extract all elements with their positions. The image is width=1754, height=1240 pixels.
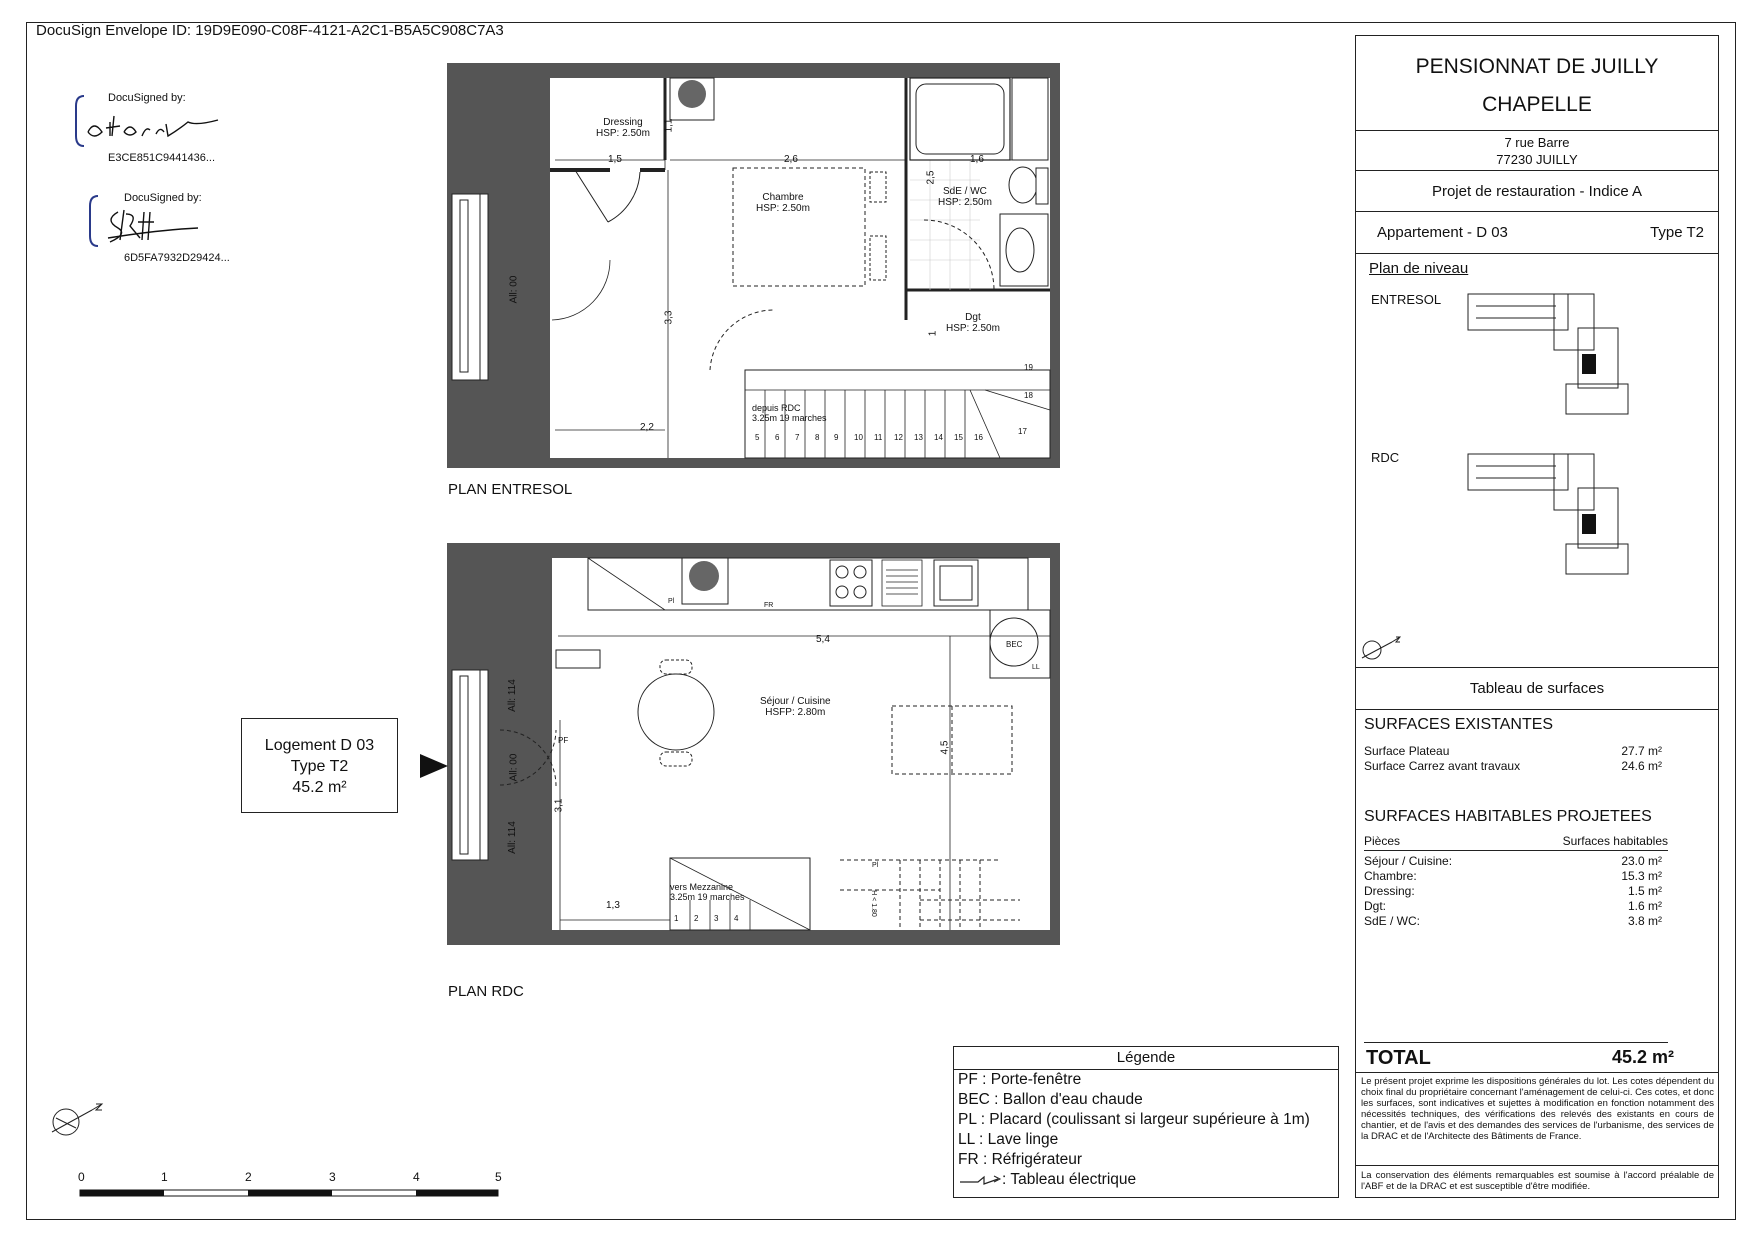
- room-chambre: [756, 192, 810, 214]
- project-name: [1356, 36, 1718, 131]
- step-label: 7: [795, 433, 800, 442]
- stairs-entresol-note: [752, 403, 827, 423]
- project-name-line1: PENSIONNAT DE JUILLY: [1415, 55, 1659, 78]
- key-plan-rdc-label: RDC: [1371, 450, 1400, 465]
- step-label: 1: [674, 914, 679, 923]
- step-label: 19: [1024, 363, 1033, 372]
- surface-room-value: 1.6 m²: [1627, 899, 1662, 913]
- room-sde-name: SdE / WC: [943, 186, 987, 197]
- legend-item-electrical: [954, 1170, 1338, 1190]
- step-label: 9: [834, 433, 839, 442]
- room-sejour-height: HSFP: 2.80m: [765, 707, 826, 718]
- stairs-entresol-note-1: depuis RDC: [752, 403, 801, 413]
- surface-existing-label: Surface Plateau: [1364, 744, 1450, 758]
- step-label: 8: [815, 433, 820, 442]
- dim-rdc-54: 5,4: [816, 634, 830, 645]
- tableau-surfaces-title: Tableau de surfaces: [1356, 668, 1718, 710]
- dim-entresol-15: 1,5: [608, 154, 622, 165]
- step-label: 4: [734, 914, 739, 923]
- room-dgt-name: Dgt: [965, 312, 981, 323]
- dim-entresol-1: 1: [927, 330, 939, 337]
- address-line1: 7 rue Barre: [1504, 135, 1570, 150]
- pieces-header: [1364, 834, 1668, 851]
- surface-room-row: [1364, 854, 1662, 868]
- legend-item: PF : Porte-fenêtre: [958, 1071, 1082, 1088]
- pf-label: PF: [558, 736, 569, 745]
- total-row: [1364, 1042, 1674, 1073]
- logement-box: [241, 718, 398, 813]
- room-chambre-height: HSP: 2.50m: [756, 203, 810, 214]
- plan-rdc-title: PLAN RDC: [448, 983, 524, 1000]
- plan-niveau-section: [1356, 254, 1718, 668]
- total-label: TOTAL: [1366, 1047, 1431, 1069]
- legend-box: [953, 1046, 1339, 1198]
- room-dressing-height: HSP: 2.50m: [596, 128, 650, 139]
- step-label: 16: [974, 433, 983, 442]
- north-arrow-small-icon: [1360, 634, 1410, 664]
- step-label: 2: [694, 914, 699, 923]
- project-name-line2: CHAPELLE: [1482, 93, 1592, 116]
- window-entresol: All: 00: [508, 275, 520, 304]
- address-line2: 77230 JUILLY: [1496, 152, 1578, 167]
- signature-block-2: [88, 192, 288, 264]
- dim-entresol-25: 2,5: [925, 170, 937, 185]
- signature-1-label: DocuSigned by:: [108, 92, 186, 104]
- step-label: 13: [914, 433, 923, 442]
- dim-entresol-26: 2,6: [784, 154, 798, 165]
- plan-niveau-title: Plan de niveau: [1369, 260, 1469, 277]
- surface-room-label: Séjour / Cuisine:: [1364, 854, 1453, 868]
- apartment-id: Appartement - D 03: [1377, 224, 1508, 241]
- surface-room-value: 23.0 m²: [1621, 854, 1662, 868]
- window-rdc-a: All: 114: [506, 679, 518, 712]
- dim-rdc-45: 4,5: [939, 740, 951, 755]
- total-value: 45.2 m²: [1611, 1047, 1674, 1067]
- signature-block-1: [74, 92, 274, 164]
- surface-room-row: [1364, 914, 1662, 928]
- step-label: 3: [714, 914, 719, 923]
- scale-tick: 4: [413, 1170, 420, 1184]
- surface-room-label: Dgt:: [1364, 899, 1387, 913]
- scale-bar-graphic: [78, 1188, 502, 1198]
- step-label: 6: [775, 433, 780, 442]
- surface-room-row: [1364, 884, 1662, 898]
- surface-room-value: 15.3 m²: [1621, 869, 1662, 883]
- legend-item: BEC : Ballon d'eau chaude: [958, 1091, 1143, 1108]
- step-label: 18: [1024, 391, 1033, 400]
- surface-room-label: Chambre:: [1364, 869, 1417, 883]
- surfaces-habitables-title: SURFACES HABITABLES PROJETEES: [1364, 808, 1652, 825]
- surface-existing-value: 27.7 m²: [1621, 744, 1662, 758]
- room-sejour-name: Séjour / Cuisine: [760, 696, 831, 707]
- stairs-rdc-note-1: vers Mezzanine: [670, 882, 734, 892]
- step-label: 5: [755, 433, 760, 442]
- surface-room-value: 1.5 m²: [1627, 884, 1662, 898]
- pieces-header-value: Surfaces habitables: [1562, 834, 1668, 848]
- window-rdc-c: All: 114: [506, 821, 518, 854]
- surface-room-row: [1364, 899, 1662, 913]
- signature-2-label: DocuSigned by:: [124, 192, 202, 204]
- dim-entresol-22: 2,2: [640, 422, 654, 433]
- pieces-header-label: Pièces: [1364, 834, 1401, 848]
- surface-existing-value: 24.6 m²: [1621, 759, 1662, 773]
- dim-rdc-13: 1,3: [606, 900, 620, 911]
- stairs-entresol-note-2: 3.25m 19 marches: [752, 413, 827, 423]
- signature-2-id: 6D5FA7932D29424...: [124, 252, 230, 264]
- disclaimer-note: Le présent projet exprime les dispositions générales du lot. Les cotes dépendent du choix final du propriétaire concernant l'aménagement de celui-ci. Ces cotes, et donc les surfaces, sont indicatives et sujettes à modification en fonction notamment des nécessités techniques, des vérifications des relevés des existants en cours de chantier, et de l'avis et des demandes des services de l'urbanisme, des services de la DRAC et de l'Architecte des Bâtiments de France.: [1361, 1076, 1714, 1142]
- conservation-note: La conservation des éléments remarquables est soumise à l'accord préalable de l'ABF et de la DRAC et est susceptible d'être modifiée.: [1361, 1170, 1714, 1192]
- title-block: [1355, 35, 1719, 1198]
- dim-entresol-33: 3,3: [663, 310, 675, 325]
- apartment-row: [1356, 212, 1718, 254]
- signature-1-id: E3CE851C9441436...: [108, 152, 216, 164]
- pl2-label: Pl: [872, 862, 879, 869]
- scale-tick: 1: [161, 1170, 168, 1184]
- key-plan-rdc: [1466, 448, 1646, 578]
- stairs-rdc-note: [670, 882, 745, 902]
- logement-id: Logement D 03: [264, 737, 375, 754]
- scale-tick: 3: [329, 1170, 336, 1184]
- room-dgt-height: HSP: 2.50m: [946, 323, 1000, 334]
- fr-label: FR: [764, 602, 774, 609]
- surface-existing-row: [1364, 744, 1662, 758]
- legend-item: PL : Placard (coulissant si largeur supérieure à 1m): [958, 1111, 1310, 1128]
- scale-tick: 2: [245, 1170, 252, 1184]
- legend-title: Légende: [954, 1047, 1338, 1070]
- logement-type: Type T2: [290, 758, 349, 775]
- envelope-id: DocuSign Envelope ID: 19D9E090-C08F-4121-A2C1-B5A5C908C7A3: [36, 22, 504, 39]
- plan-entresol-title: PLAN ENTRESOL: [448, 481, 573, 498]
- apartment-type: Type T2: [1650, 224, 1704, 241]
- step-label: 15: [954, 433, 963, 442]
- total-divider: [1356, 1072, 1718, 1073]
- scale-tick: 5: [495, 1170, 502, 1184]
- scale-bar: [78, 1170, 508, 1200]
- step-label: 11: [874, 433, 883, 442]
- bec-label: BEC: [1006, 640, 1023, 649]
- window-rdc-b: All: 00: [508, 753, 520, 782]
- surface-room-label: SdE / WC:: [1364, 914, 1421, 928]
- dim-entresol-16: 1,6: [970, 154, 984, 165]
- logement-area: 45.2 m²: [292, 779, 347, 796]
- step-label: 14: [934, 433, 943, 442]
- legend-item: FR : Réfrigérateur: [958, 1151, 1083, 1168]
- north-arrow-icon: [48, 1100, 112, 1140]
- height-label: H < 1.80: [869, 890, 877, 917]
- step-label: 17: [1018, 427, 1027, 436]
- projet-indice: Projet de restauration - Indice A: [1356, 171, 1718, 212]
- stairs-rdc-note-2: 3.25m 19 marches: [670, 892, 745, 902]
- dim-rdc-31: 3,1: [553, 798, 565, 813]
- ll-label: LL: [1032, 664, 1040, 671]
- surfaces-existantes-title: SURFACES EXISTANTES: [1364, 716, 1554, 733]
- room-sejour: [760, 696, 831, 718]
- room-sde: [938, 186, 992, 208]
- surface-room-row: [1364, 869, 1662, 883]
- room-dgt: [946, 312, 1000, 334]
- key-plan-entresol: [1466, 288, 1646, 418]
- electrical-panel-icon: [958, 1174, 1002, 1186]
- project-address: [1356, 131, 1718, 171]
- dim-entresol-11: 1,1: [663, 118, 675, 133]
- step-label: 12: [894, 433, 903, 442]
- surface-room-value: 3.8 m²: [1627, 914, 1662, 928]
- surfaces-section: [1356, 710, 1718, 1070]
- surface-existing-label: Surface Carrez avant travaux: [1364, 759, 1521, 773]
- room-sde-height: HSP: 2.50m: [938, 197, 992, 208]
- legend-item-electrical-label: : Tableau électrique: [1002, 1171, 1137, 1188]
- key-plan-entresol-label: ENTRESOL: [1371, 292, 1442, 307]
- note-divider: [1356, 1165, 1718, 1166]
- surface-room-label: Dressing:: [1364, 884, 1415, 898]
- pl-label: Pl: [668, 598, 675, 605]
- legend-item: LL : Lave linge: [958, 1131, 1059, 1148]
- step-label: 10: [854, 433, 863, 442]
- scale-tick: 0: [78, 1170, 85, 1184]
- arrow-right-icon: [418, 752, 450, 780]
- plan-rdc-drawing: [440, 540, 1065, 948]
- room-chambre-name: Chambre: [762, 192, 804, 203]
- room-dressing: [596, 117, 650, 139]
- surface-existing-row: [1364, 759, 1662, 773]
- room-dressing-name: Dressing: [603, 117, 643, 128]
